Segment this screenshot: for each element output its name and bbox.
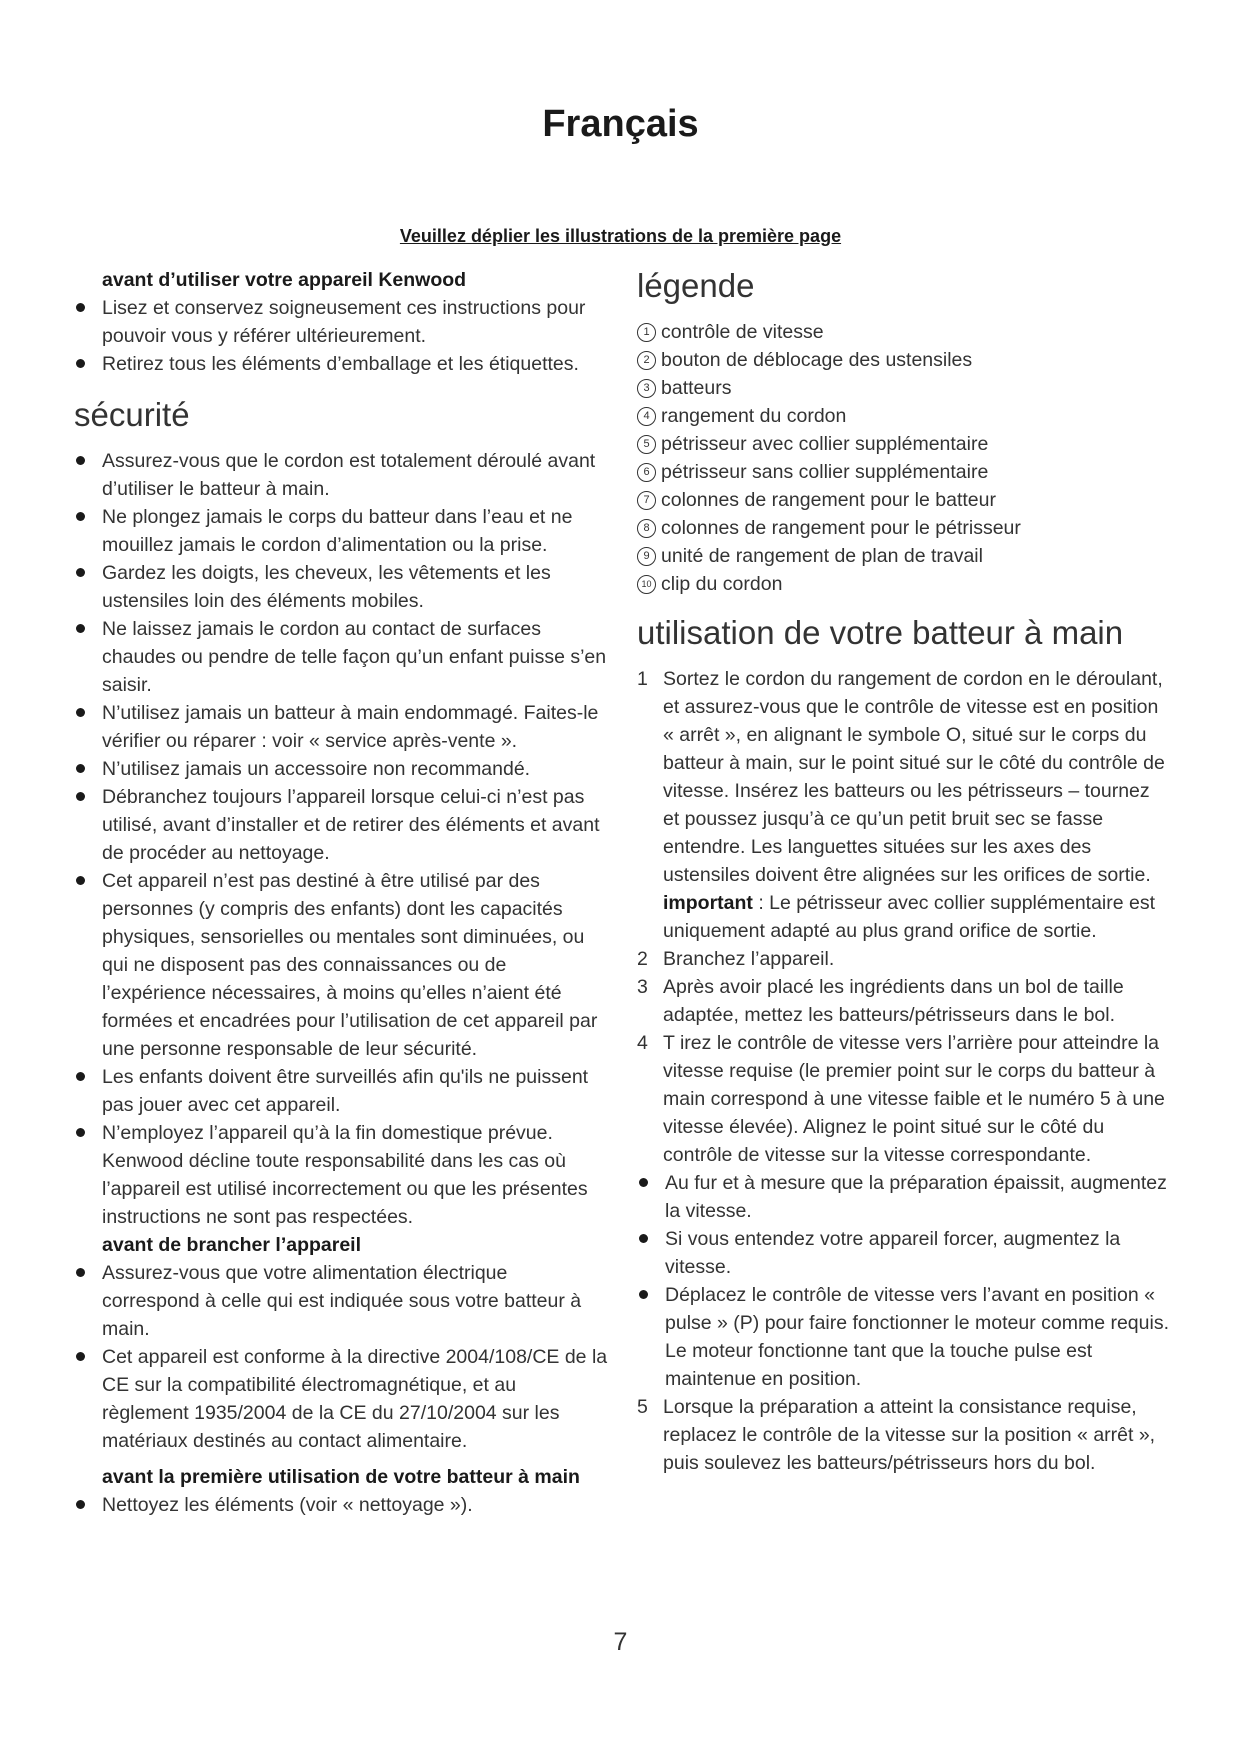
list-item: Retirez tous les éléments d’emballage et les étiquettes. (74, 350, 608, 378)
legend-label: bouton de déblocage des ustensiles (661, 349, 973, 371)
list-item: Déplacez le contrôle de vitesse vers l’avant en position « pulse » (P) pour faire fonctionner le moteur comme requis. Le moteur fonctionne tant que la touche pulse est maintenue en position. (637, 1281, 1169, 1393)
step-item (637, 945, 1169, 973)
list-item: Si vous entendez votre appareil forcer, augmentez la vitesse. (637, 1225, 1169, 1281)
legend-list (637, 318, 1169, 598)
number-badge: 4 (637, 407, 656, 426)
list-item: Gardez les doigts, les cheveux, les vêtements et les ustensiles loin des éléments mobiles. (74, 559, 608, 615)
before-use-list (74, 294, 608, 378)
legend-item (637, 318, 1169, 346)
step-number: 1 (637, 668, 648, 690)
list-item: N’utilisez jamais un accessoire non recommandé. (74, 755, 608, 783)
step-item (637, 1393, 1169, 1477)
step-number: 5 (637, 1396, 648, 1418)
list-item: Ne laissez jamais le cordon au contact de surfaces chaudes ou pendre de telle façon qu’un enfant puisse s’en saisir. (74, 615, 608, 699)
usage-bullets (637, 1169, 1169, 1393)
safety-title: sécurité (74, 396, 190, 433)
legend-label: batteurs (661, 377, 732, 399)
before-plugging-list (74, 1259, 608, 1455)
number-badge: 3 (637, 379, 656, 398)
number-badge: 10 (637, 575, 656, 594)
before-first-use-heading: avant la première utilisation de votre batteur à main (102, 1466, 580, 1488)
step-text: T irez le contrôle de vitesse vers l’arrière pour atteindre la vitesse requise (le premier point sur le corps du batteur à main correspond à une vitesse faible et le numéro 5 à une vitesse élevée). Alignez le point situé sur le côté du contrôle de vitesse sur la vitesse correspondante. (663, 1032, 1165, 1166)
right-column (637, 266, 1169, 1477)
important-text: : Le pétrisseur avec collier supplémentaire est uniquement adapté au plus grand orifice de sortie. (663, 892, 1156, 942)
important-label: important (663, 892, 753, 914)
usage-steps-final (637, 1393, 1169, 1477)
step-item (637, 973, 1169, 1029)
legend-label: colonnes de rangement pour le pétrisseur (661, 517, 1021, 539)
important-note (663, 889, 1169, 945)
usage-title: utilisation de votre batteur à main (637, 614, 1124, 651)
step-number: 3 (637, 976, 648, 998)
legend-label: unité de rangement de plan de travail (661, 545, 983, 567)
list-item: Nettoyez les éléments (voir « nettoyage »). (74, 1491, 608, 1519)
legend-label: rangement du cordon (661, 405, 847, 427)
legend-label: pétrisseur sans collier supplémentaire (661, 461, 989, 483)
page-number: 7 (613, 1628, 628, 1656)
step-item (637, 665, 1169, 945)
unfold-illustrations-note: Veuillez déplier les illustrations de la première page (399, 226, 842, 246)
legend-item (637, 542, 1169, 570)
legend-item (637, 458, 1169, 486)
step-item (637, 1029, 1169, 1169)
number-badge: 2 (637, 351, 656, 370)
list-item: Les enfants doivent être surveillés afin qu'ils ne puissent pas jouer avec cet appareil. (74, 1063, 608, 1119)
before-plugging-heading: avant de brancher l’appareil (102, 1234, 362, 1256)
left-column (74, 266, 608, 1519)
list-item: Cet appareil n’est pas destiné à être utilisé par des personnes (y compris des enfants) dont les capacités physiques, sensorielles ou mentales sont diminuées, ou qui ne disposent pas des connaissances ou de l’expérience nécessaires, à moins qu’elles n’aient été formées et encadrées pour l’utilisation de cet appareil par une personne responsable de leur sécurité. (74, 867, 608, 1063)
list-item: Assurez-vous que le cordon est totalement déroulé avant d’utiliser le batteur à main. (74, 447, 608, 503)
list-item: Au fur et à mesure que la préparation épaissit, augmentez la vitesse. (637, 1169, 1169, 1225)
before-use-heading: avant d’utiliser votre appareil Kenwood (102, 269, 467, 291)
list-item: Débranchez toujours l’appareil lorsque celui-ci n’est pas utilisé, avant d’installer et de retirer des éléments et avant de procéder au nettoyage. (74, 783, 608, 867)
legend-item (637, 346, 1169, 374)
legend-label: clip du cordon (661, 573, 783, 595)
legend-title: légende (637, 267, 755, 304)
legend-item (637, 514, 1169, 542)
safety-list (74, 447, 608, 1231)
legend-label: colonnes de rangement pour le batteur (661, 489, 996, 511)
number-badge: 6 (637, 463, 656, 482)
step-number: 2 (637, 948, 648, 970)
legend-label: pétrisseur avec collier supplémentaire (661, 433, 989, 455)
step-text: Sortez le cordon du rangement de cordon en le déroulant, et assurez-vous que le contrôle de vitesse est en position « arrêt », en alignant le symbole O, situé sur le corps du batteur à main, sur le point situé sur le côté du contrôle de vitesse. Insérez les batteurs ou les pétrisseurs – tournez et poussez jusqu’à ce qu’un petit bruit sec se fasse entendre. Les languettes situées sur les axes des ustensiles doivent être alignées sur les orifices de sortie. (663, 668, 1165, 886)
list-item: Lisez et conservez soigneusement ces instructions pour pouvoir vous y référer ultérieurement. (74, 294, 608, 350)
step-number: 4 (637, 1032, 648, 1054)
legend-item (637, 374, 1169, 402)
number-badge: 1 (637, 323, 656, 342)
step-text: Branchez l’appareil. (663, 948, 835, 970)
legend-item (637, 486, 1169, 514)
list-item: Assurez-vous que votre alimentation électrique correspond à celle qui est indiquée sous votre batteur à main. (74, 1259, 608, 1343)
list-item: Ne plongez jamais le corps du batteur dans l’eau et ne mouillez jamais le cordon d’alimentation ou la prise. (74, 503, 608, 559)
legend-item (637, 430, 1169, 458)
number-badge: 5 (637, 435, 656, 454)
list-item: Cet appareil est conforme à la directive 2004/108/CE de la CE sur la compatibilité électromagnétique, et au règlement 1935/2004 de la CE du 27/10/2004 sur les matériaux destinés au contact alimentaire. (74, 1343, 608, 1455)
page-title: Français (542, 103, 699, 145)
step-text: Lorsque la préparation a atteint la consistance requise, replacez le contrôle de la vitesse sur la position « arrêt », puis soulevez les batteurs/pétrisseurs hors du bol. (663, 1396, 1156, 1474)
before-first-use-list (74, 1491, 608, 1519)
legend-label: contrôle de vitesse (661, 321, 824, 343)
step-text: Après avoir placé les ingrédients dans un bol de taille adaptée, mettez les batteurs/pétrisseurs dans le bol. (663, 976, 1124, 1026)
usage-steps (637, 665, 1169, 1169)
number-badge: 7 (637, 491, 656, 510)
list-item: N’utilisez jamais un batteur à main endommagé. Faites-le vérifier ou réparer : voir « service après-vente ». (74, 699, 608, 755)
legend-item (637, 402, 1169, 430)
legend-item (637, 570, 1169, 598)
number-badge: 8 (637, 519, 656, 538)
list-item: N’employez l’appareil qu’à la fin domestique prévue. Kenwood décline toute responsabilité dans les cas où l’appareil est utilisé incorrectement ou que les présentes instructions ne sont pas respectées. (74, 1119, 608, 1231)
number-badge: 9 (637, 547, 656, 566)
